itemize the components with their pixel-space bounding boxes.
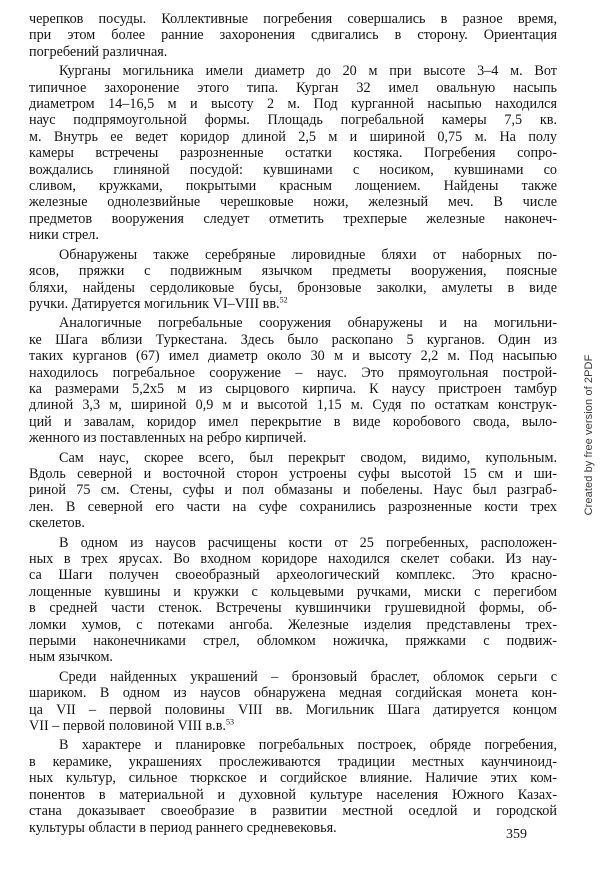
paragraph-1: черепков посуды. Коллективные погребения совершались в разное время, при этом более ранние захоронения сдвигались в сторону. Ориентация погребений различная. — [29, 11, 557, 60]
paragraph-7: Среди найденных украшений – бронзовый браслет, обломок серьги с шариком. В одном из наусов обнаружена медная согдийская монета кон- ца VII – первой половины VIII вв. Могильник Шага датируется концом VII – первой половиной VIII в.в.$^{53}$ — [29, 668, 557, 735]
watermark: Created by free version of 2PDF — [583, 354, 595, 516]
footnote-ref-53: 53 — [225, 717, 234, 727]
paragraph-2: Курганы могильника имели диаметр до 20 м при высоте 3–4 м. Вот типичное захоронение этого типа. Курган 32 имел овальную насыпь диаметром 14–16,5 м и высоту 2 м. Под курганной насыпью находился наус подпрямоугольной формы. Площадь погребальной камеры 7,5 кв. м. Внутрь ее ведет коридор длиной 2,5 м и шириной 0,75 м. На полу камеры встречены разрозненные остатки костяка. Погребения сопро- вождались глиняной посудой: кувшинами с носиком, кувшинами со сливом, кружками, покрытыми красным лощением. Найдены также железные однолезвийные черешковые ножи, железный меч. В числе предметов вооружения следует отметить трехперые железные наконеч- ники стрел. — [29, 63, 557, 244]
paragraph-4: Аналогичные погребальные сооружения обнаружены и на могильни- ке Шага вблизи Туркестана. Здесь было раскопано 5 курганов. Один из таких курганов (67) имел диаметр около 30 м и высоту 2,2 м. Под насыпью находилось погребальное сооружение – наус. Это прямоугольная построй- ка размерами 5,2х5 м из сырцового кирпича. К наусу пристроен тамбур длиной 3,3 м, шириной 0,9 м и высотой 1,15 м. Судя по остаткам конструк- ций и завалам, коридор имел перекрытие в виде коробового свода, выло- женного из поставленных на ребро кирпичей. — [29, 315, 557, 447]
paragraph-8: В характере и планировке погребальных построек, обряде погребения, в керамике, украшениях прослеживаются традиции местных каунчиноид- ных культур, сильное тюркское и согдийское влияние. Наличие этих ком- понентов в материальной и духовной культуре населения Южного Казах- стана доказывает своеобразие в развитии местной оседлой и городской культуры области в период раннего средневековья. — [29, 737, 557, 836]
footnote-ref-52: 52 — [279, 295, 288, 305]
paragraph-3: Обнаружены также серебряные лировидные бляхи от наборных по- ясов, пряжки с подвижным язычком предметы вооружения, поясные бляхи, найдены сердоликовые бусы, бронзовые заколки, амулеты в виде ручки. Датируется могильник VI–VIII вв.$^{52}$ — [29, 246, 557, 312]
paragraph-6: В одном из наусов расчищены кости от 25 погребенных, расположен- ных в трех ярусах. Во входном коридоре находился скелет собаки. Из нау- са Шаги получен своеобразный археологический комплекс. Это красно- лощенные кувшины и кружки с кольцевыми ручками, миски с перегибом в средней части стенок. Встречены кувшинчики грушевидной формы, об- ломки хумов, с потеками ангоба. Железные изделия представлены трех- перыми наконечниками стрел, обломком ножичка, пряжками с подвиж- ным язычком. — [29, 534, 557, 666]
page-number: 359 — [506, 827, 527, 842]
paragraph-5: Сам наус, скорее всего, был перекрыт сводом, видимо, купольным. Вдоль северной и восточной сторон устроены суфы высотой 15 см и ши- риной 75 см. Стены, суфы и пол обмазаны и побелены. Наус был разграб- лен. В северной его части на суфе сохранились разрозненные кости трех скелетов. — [29, 449, 557, 532]
document-page — [29, 11, 557, 839]
